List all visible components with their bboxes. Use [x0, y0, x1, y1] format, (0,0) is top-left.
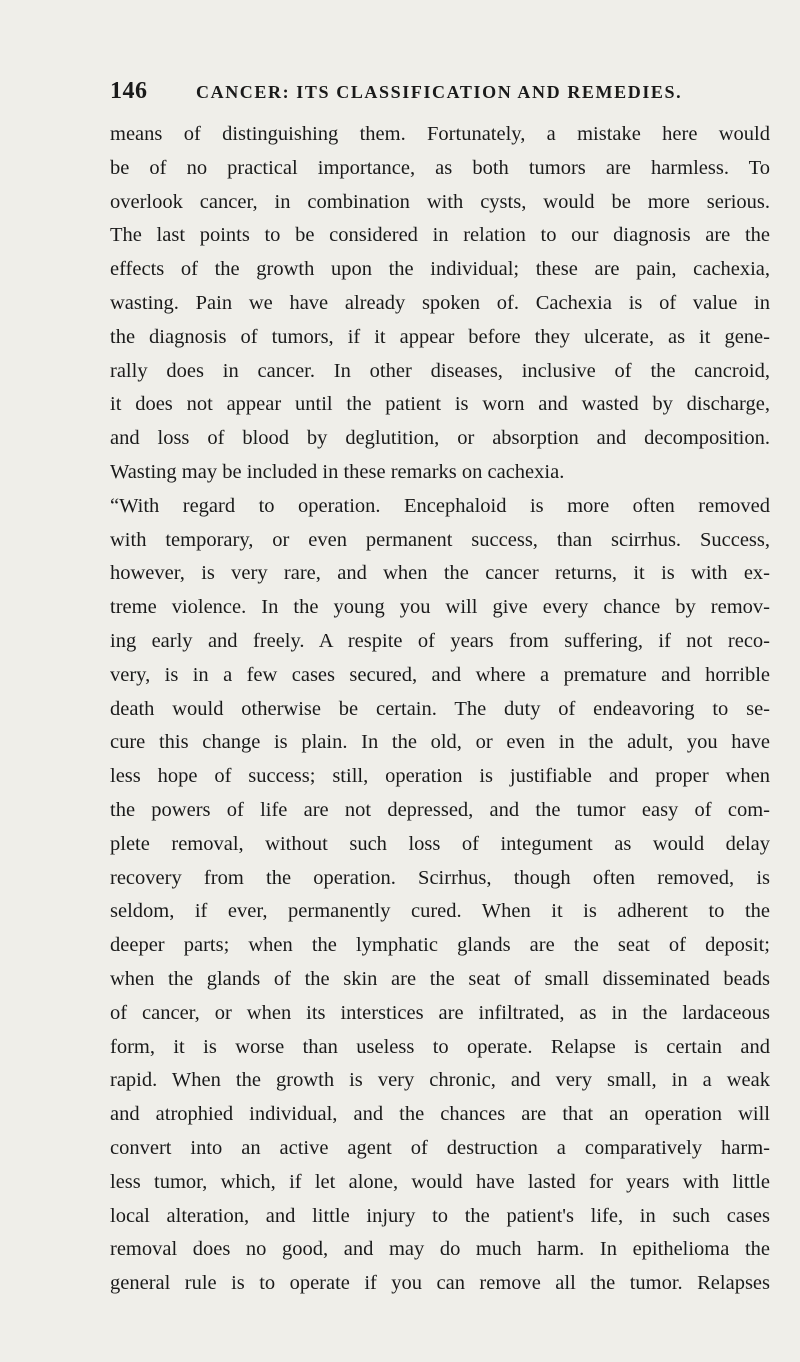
text-line: death would otherwise be certain. The duty of endeavoring to se- — [110, 697, 770, 720]
text-line: however, is very rare, and when the cancer returns, it is with ex- — [110, 562, 770, 585]
text-line: ing early and freely. A respite of years from suffering, if not reco- — [110, 629, 770, 652]
text-line: and atrophied individual, and the chances are that an operation will — [110, 1103, 770, 1126]
text-line: and loss of blood by deglutition, or absorption and decomposition. — [110, 427, 770, 450]
page-number: 146 — [110, 78, 148, 104]
text-line: the diagnosis of tumors, if it appear before they ulcerate, as it gene- — [110, 325, 770, 348]
text-line: it does not appear until the patient is worn and wasted by discharge, — [110, 393, 770, 416]
text-line: “With regard to operation. Encephaloid is more often removed — [110, 494, 770, 517]
text-line: Wasting may be included in these remarks on cachexia. — [110, 460, 565, 483]
text-line: the powers of life are not depressed, and the tumor easy of com- — [110, 798, 770, 821]
text-line: very, is in a few cases secured, and where a premature and horrible — [110, 663, 770, 686]
text-line: recovery from the operation. Scirrhus, though often removed, is — [110, 866, 770, 889]
text-line: less hope of success; still, operation is justifiable and proper when — [110, 765, 770, 788]
text-line: when the glands of the skin are the seat of small disseminated beads — [110, 967, 770, 990]
text-line: rally does in cancer. In other diseases, inclusive of the cancroid, — [110, 359, 770, 382]
text-line: effects of the growth upon the individual; these are pain, cachexia, — [110, 258, 770, 281]
text-line: removal does no good, and may do much harm. In epithelioma the — [110, 1238, 770, 1261]
text-line: plete removal, without such loss of integument as would delay — [110, 832, 770, 855]
text-line: general rule is to operate if you can remove all the tumor. Relapses — [110, 1272, 770, 1295]
text-line: less tumor, which, if let alone, would have lasted for years with little — [110, 1170, 770, 1193]
text-line: overlook cancer, in combination with cysts, would be more serious. — [110, 190, 770, 213]
text-line: The last points to be considered in relation to our diagnosis are the — [110, 224, 770, 247]
text-line: of cancer, or when its interstices are infiltrated, as in the lardaceous — [110, 1001, 770, 1024]
text-line: form, it is worse than useless to operate. Relapse is certain and — [110, 1035, 770, 1058]
page-header — [110, 78, 770, 108]
text-line: rapid. When the growth is very chronic, and very small, in a weak — [110, 1069, 770, 1092]
text-line: cure this change is plain. In the old, or even in the adult, you have — [110, 731, 770, 754]
text-line: be of no practical importance, as both tumors are harmless. To — [110, 156, 770, 179]
text-line: convert into an active agent of destruction a comparatively harm- — [110, 1136, 770, 1159]
text-line: seldom, if ever, permanently cured. When it is adherent to the — [110, 900, 770, 923]
text-line: with temporary, or even permanent success, than scirrhus. Success, — [110, 528, 770, 551]
text-line: deeper parts; when the lymphatic glands are the seat of deposit; — [110, 934, 770, 957]
text-line: wasting. Pain we have already spoken of. Cachexia is of value in — [110, 291, 770, 314]
text-line: local alteration, and little injury to the patient's life, in such cases — [110, 1204, 770, 1227]
text-line: means of distinguishing them. Fortunately, a mistake here would — [110, 123, 770, 145]
text-line: treme violence. In the young you will give every chance by remov- — [110, 596, 770, 619]
body-text — [110, 118, 770, 1301]
running-head: CANCER: ITS CLASSIFICATION AND REMEDIES. — [196, 82, 683, 102]
